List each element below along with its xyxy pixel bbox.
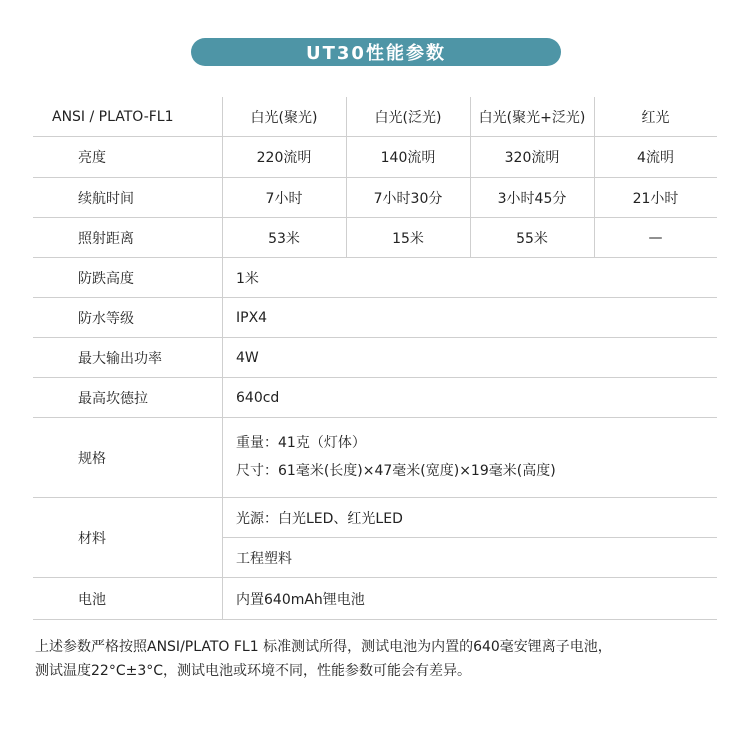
row-divider: [33, 619, 717, 620]
power-value: 4W: [236, 349, 259, 366]
intensity-value: 640cd: [236, 389, 280, 406]
runtime-value: 21小时: [632, 190, 679, 207]
distance-value: —: [648, 229, 663, 246]
distance-value: 55米: [516, 230, 548, 247]
row-divider: [33, 257, 717, 258]
header-white-both: 白光(聚光+泛光): [478, 110, 586, 126]
runtime-value: 3小时45分: [497, 190, 567, 207]
distance-value: 53米: [268, 230, 300, 247]
row-divider: [33, 297, 717, 298]
row-divider: [33, 577, 717, 578]
footnote-line-2: 测试温度22°C±3°C，测试电池或环境不同，性能参数可能会有差异。: [35, 663, 472, 679]
runtime-value: 7小时: [265, 190, 303, 207]
impact-value: 1米: [236, 270, 259, 287]
brightness-value: 4流明: [637, 150, 674, 166]
column-divider: [222, 257, 223, 619]
header-white-spot: 白光(聚光): [250, 110, 318, 126]
distance-value: 15米: [392, 230, 424, 247]
page-title: UT30性能参数: [306, 43, 446, 64]
specs-weight: 重量：41克（灯体）: [236, 435, 366, 451]
battery-value: 内置640mAh锂电池: [236, 591, 365, 608]
battery-label: 电池: [78, 591, 106, 608]
waterproof-label: 防水等级: [78, 310, 134, 327]
brightness-value: 140流明: [380, 150, 436, 166]
power-label: 最大输出功率: [78, 350, 162, 367]
footnote-line-1: 上述参数严格按照ANSI/PLATO FL1 标准测试所得，测试电池为内置的640毫安锂离子电池，: [35, 639, 612, 655]
header-standard: ANSI / PLATO-FL1: [52, 109, 174, 125]
impact-label: 防跌高度: [78, 270, 134, 287]
title-banner: [191, 38, 561, 66]
specs-label: 规格: [78, 450, 106, 467]
brightness-value: 320流明: [504, 150, 560, 166]
runtime-label: 续航时间: [78, 190, 134, 207]
material-light-source: 光源：白光LED、红光LED: [236, 510, 403, 527]
waterproof-value: IPX4: [236, 309, 268, 326]
header-white-flood: 白光(泛光): [374, 110, 442, 126]
runtime-value: 7小时30分: [373, 190, 443, 207]
distance-label: 照射距离: [78, 230, 134, 247]
header-red: 红光: [641, 110, 670, 126]
row-divider: [33, 417, 717, 418]
material-body: 工程塑料: [236, 550, 292, 567]
intensity-label: 最高坎德拉: [78, 390, 148, 407]
material-label: 材料: [78, 530, 106, 547]
row-divider: [222, 537, 717, 538]
brightness-value: 220流明: [256, 150, 312, 166]
brightness-label: 亮度: [78, 150, 106, 166]
specs-size: 尺寸：61毫米(长度)×47毫米(宽度)×19毫米(高度): [236, 463, 556, 479]
